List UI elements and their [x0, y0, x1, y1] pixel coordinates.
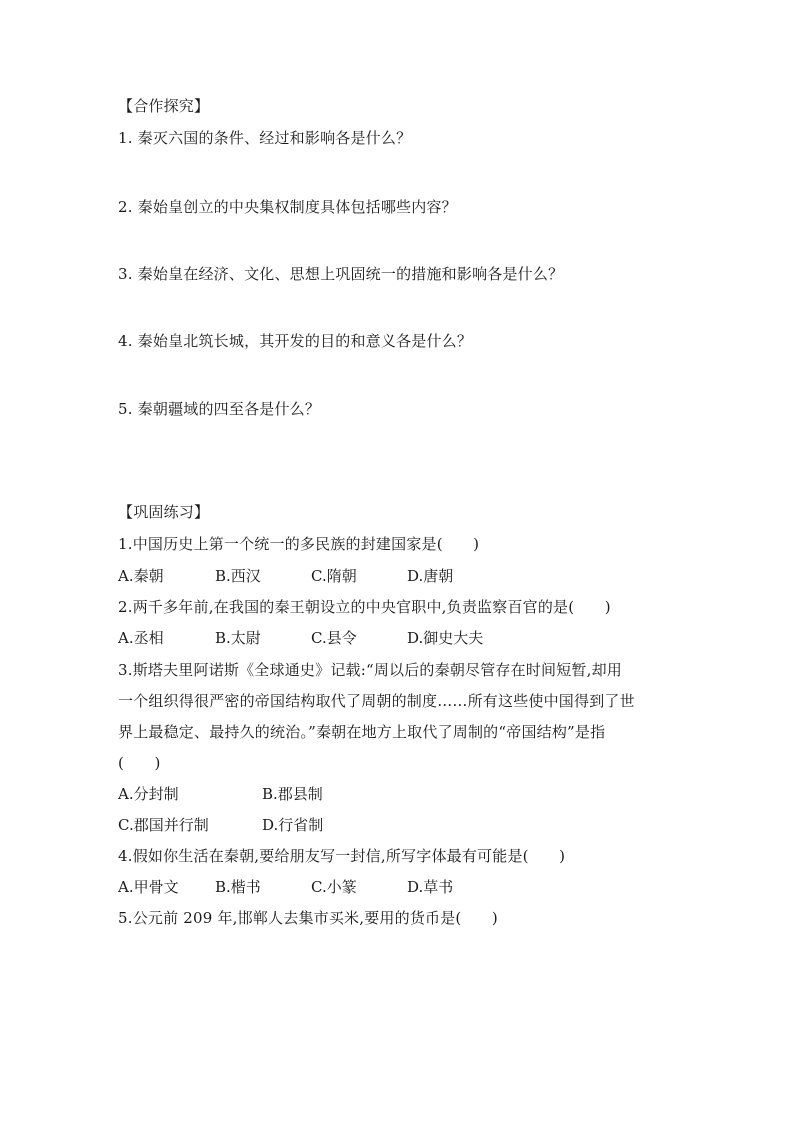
practice-q4-stem: 4.假如你生活在秦朝,要给朋友写一封信,所写字体最有可能是( ) — [118, 847, 566, 865]
option: D.草书 — [407, 878, 454, 896]
option: D.唐朝 — [407, 567, 454, 585]
practice-q3-stem-line-4: ( ) — [118, 754, 161, 772]
practice-heading: 【巩固练习】 — [118, 503, 210, 521]
explore-heading: 【合作探究】 — [118, 97, 210, 115]
option: B.郡县制 — [262, 785, 323, 803]
option: B.楷书 — [215, 878, 261, 896]
practice-q3-stem-line-3: 界上最稳定、最持久的统治。”秦朝在地方上取代了周制的“帝国结构”是指 — [118, 723, 606, 741]
option: C.郡国并行制 — [118, 816, 209, 834]
explore-question-2: 2. 秦始皇创立的中央集权制度具体包括哪些内容？ — [118, 198, 457, 216]
practice-q1-stem: 1.中国历史上第一个统一的多民族的封建国家是( ) — [118, 535, 480, 553]
practice-q3-stem-line-1: 3.斯塔夫里阿诺斯《全球通史》记载:“周以后的秦朝尽管存在时间短暂,却用 — [118, 661, 623, 679]
option: B.太尉 — [215, 629, 261, 647]
practice-q2-stem: 2.两千多年前,在我国的秦王朝设立的中央官职中,负责监察百官的是( ) — [118, 598, 611, 616]
practice-q5-stem: 5.公元前 209 年,邯郸人去集市买米,要用的货币是( ) — [118, 909, 498, 927]
explore-question-3: 3. 秦始皇在经济、文化、思想上巩固统一的措施和影响各是什么？ — [118, 265, 564, 283]
option: D.御史大夫 — [407, 629, 484, 647]
explore-question-4: 4. 秦始皇北筑长城，其开发的目的和意义各是什么？ — [118, 332, 473, 350]
practice-q3-stem-line-2: 一个组织得很严密的帝国结构取代了周朝的制度……所有这些使中国得到了世 — [118, 692, 635, 710]
explore-question-1: 1. 秦灭六国的条件、经过和影响各是什么？ — [118, 129, 412, 147]
option: B.西汉 — [215, 567, 261, 585]
option: C.隋朝 — [311, 567, 357, 585]
option: A.甲骨文 — [118, 878, 179, 896]
option: A.分封制 — [118, 785, 179, 803]
option: A.丞相 — [118, 629, 164, 647]
explore-question-5: 5. 秦朝疆域的四至各是什么？ — [118, 400, 321, 418]
option: A.秦朝 — [118, 567, 164, 585]
option: C.小篆 — [311, 878, 357, 896]
option: D.行省制 — [262, 816, 324, 834]
option: C.县令 — [311, 629, 357, 647]
